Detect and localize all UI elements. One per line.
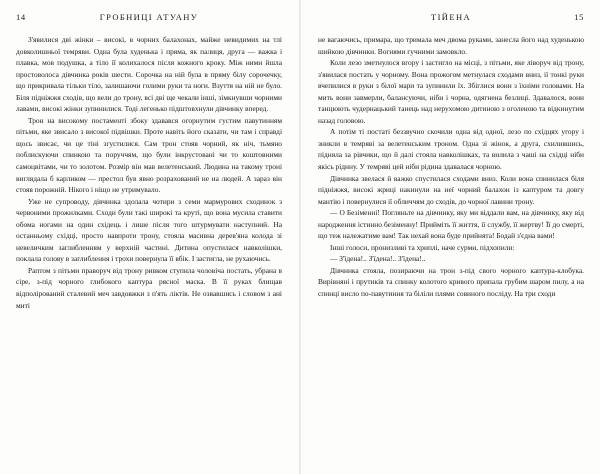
running-head-right — [318, 12, 584, 24]
paragraph: Інші голоси, пронизливі та хриплі, наче сурми, підхопили: — [330, 242, 515, 252]
page-gutter — [299, 0, 301, 474]
paragraph: Дівчинка звелася й важко спустилася сходами вниз. Коли вона спинилася біля підніжжя, високі жриці накинули на неї чорний балахон із каптуром та довгу мантію і повернулися ії обличчям до сходів, до чорної лавини трону. — [318, 173, 584, 206]
right-page — [300, 0, 600, 474]
paragraph: Раптом з пітьми праворуч від трону ривком ступила чоловіча постать, убрана в сіре, з-під чорного глибокого каптура рясної маска. В її руках блищав відполірований сталевий меч завдовжки з п'ять ліктів. Не озвавшись і словом з ані миті — [16, 265, 282, 310]
paragraph: Дівчинка стояла, позираючи на трон з-під свого чорного каптура-клобука. Вирівняні і прутиків та спинку колотого кривого припала грубим шаром пилу, а на спинці висло по-павутиння та біліли плями совиного посліду. На три сходи — [318, 265, 584, 299]
paragraph-dialogue: — О Безіменні! Погляньте на дівчинку, яку ми віддали вам, на дівчинку, яку від народження істинно безіменну! Прийміть її життя, ії службу, її жертву! Її до смерті, що теж належатиме вам! Так нехай вона буде прийнята! Бодай з'єдна вами! — [318, 208, 584, 241]
paragraph: Коли лезо зметнулося вгору і застигло на місці, з пітьми, яке ліворуч від трону, з'явилася постать у чорному. Вона прожогом метнулася сходами вниз, ії тонкі руки вчепилися в руки з білої мари та зупинили їх. Збіглися вони з їхніми головами. На мить вони завмерли, балансуючи, ніби і чорна, одягнена безлиці. Здавалося, вони танцюють чудернацький танець над нерухомою дитиною з оголеною та відкинутим назад головою. — [318, 58, 584, 125]
folio-left: 14 — [16, 12, 26, 22]
left-page-body — [16, 34, 282, 311]
folio-right: 15 — [574, 12, 584, 22]
paragraph: З'явилися дві жінки – високі, в чорних балахонах, майже невидимих на тлі довколишньої темряви. Одна була худенька і пряма, як палиця, друга — важка і плавка, мов подушка, а тіло її колихалося після кожного кроку. Між ними йшла простоволоса дівчинка років шести. Сорочка на ній була в пряму білу сорочечку, що прикривала тільки тіло, залишаючи голими руки та ноги. Взуття на ній не було. Біля підніжжя сходів, що вели до трону, всі дві ще чекали інші, зімкнувши чорними лавами, високі жінки зупинилися. Тоді легенько підштовхнули дівчинку вперед. — [16, 35, 282, 114]
running-title-left: ГРОБНИЦІ АТУАНУ — [99, 12, 199, 22]
running-head-left — [16, 12, 282, 24]
right-page-body — [318, 34, 584, 300]
running-title-right: ТІЙЕНА — [430, 12, 472, 22]
paragraph: Уже не супроводу, дівчинка здолала чотири з семи мармурових сходинок з червоними прожилками. Сходи були такі широкі та круті, що вона мусила ставити обома ногами на один східець і лише після того штурмувати наступний. На останньому східці, просто навпроти трону, стояла масивна дерев'яна колода зі невеличким заглибленням у верхній частині. Дитина опустилася навколішки, поклала голову в заглиблення і трохи повернула її вбік. І застигла, не рухаючись. — [16, 196, 282, 264]
paragraph: Трон на високому постаменті збоку здавався огорнутим густим павутинням пітьми, яке звисало з високої підвішки. Проте навіть його сказати, чи там і справді щось звисає, чи це тіні згустилися. Сам трон стояв чорний, як ніч, тьмяно поблискуючи спинкою та поруччям, що були інкрустовані чи то коштовними самоцвітами, чи то золотом. Розмір він мав велетенський. Людина на такому троні виглядала б карликом — престол був явно розрахований не на людей. А зараз він стояв порожній. Нікого і ніщо не утримувало. — [16, 115, 282, 195]
paragraph-dialogue: — З'їдена!.. З'їдена!.. З'їдена!.. — [330, 254, 426, 264]
paragraph: А потім ті постаті беззвучно скочили одна від одної, лезо по східцях угору і зникли в темряві за велетенським троном. Одна зі жінок, а друга, схилившись, підняла за рівчики, що й далі стояла навколішках, та вилила з чаші на східці ніби якісь рідину. У темряві цей ніби рідина здавалася чорною. — [318, 127, 584, 172]
paragraph: не вагаючись, примара, що тримала меч двома руками, занесла його над худенькою шийкою дівчинки. Вогнями гучними замовкло. — [318, 35, 584, 56]
